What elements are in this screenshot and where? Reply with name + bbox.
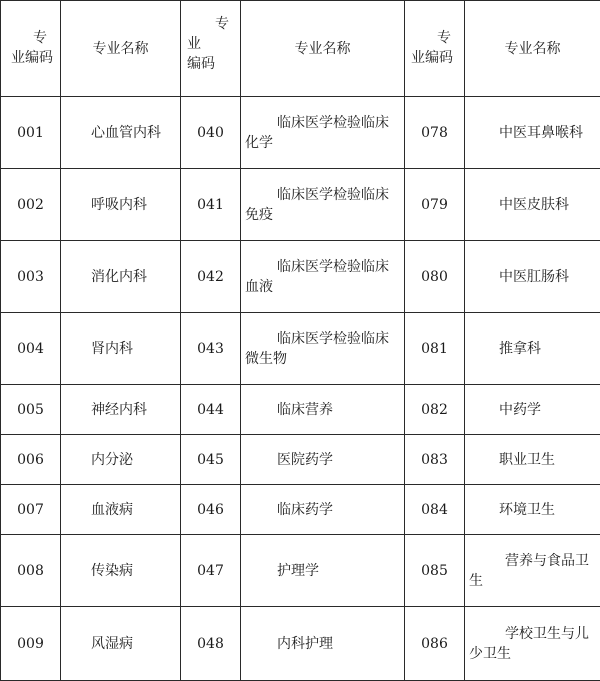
header-name-3: 专业名称 xyxy=(465,1,600,97)
name-cell: 临床医学检验临床化学 xyxy=(241,97,405,169)
name-cell: 肾内科 xyxy=(61,313,181,385)
code-cell: 008 xyxy=(1,535,61,607)
name-cell: 中医皮肤科 xyxy=(465,169,600,241)
code-cell: 048 xyxy=(181,607,241,681)
code-cell: 046 xyxy=(181,485,241,535)
name-cell: 传染病 xyxy=(61,535,181,607)
name-cell: 心血管内科 xyxy=(61,97,181,169)
name-cell: 中药学 xyxy=(465,385,600,435)
name-cell: 营养与食品卫生 xyxy=(465,535,600,607)
code-cell: 047 xyxy=(181,535,241,607)
code-cell: 086 xyxy=(405,607,465,681)
code-cell: 007 xyxy=(1,485,61,535)
code-cell: 045 xyxy=(181,435,241,485)
table-row xyxy=(1,169,600,241)
code-cell: 043 xyxy=(181,313,241,385)
code-cell: 081 xyxy=(405,313,465,385)
header-code-2: 专 业 编码 xyxy=(181,1,241,97)
table-row xyxy=(1,313,600,385)
header-name-2: 专业名称 xyxy=(241,1,405,97)
code-cell: 083 xyxy=(405,435,465,485)
name-cell: 临床营养 xyxy=(241,385,405,435)
code-cell: 078 xyxy=(405,97,465,169)
code-cell: 084 xyxy=(405,485,465,535)
code-cell: 041 xyxy=(181,169,241,241)
name-cell: 血液病 xyxy=(61,485,181,535)
name-cell: 内科护理 xyxy=(241,607,405,681)
name-cell: 内分泌 xyxy=(61,435,181,485)
name-cell: 临床医学检验临床免疫 xyxy=(241,169,405,241)
name-cell: 环境卫生 xyxy=(465,485,600,535)
code-cell: 040 xyxy=(181,97,241,169)
name-cell: 临床医学检验临床血液 xyxy=(241,241,405,313)
name-cell: 风湿病 xyxy=(61,607,181,681)
code-cell: 042 xyxy=(181,241,241,313)
table-row xyxy=(1,607,600,681)
name-cell: 呼吸内科 xyxy=(61,169,181,241)
name-cell: 神经内科 xyxy=(61,385,181,435)
name-cell: 护理学 xyxy=(241,535,405,607)
table-row xyxy=(1,535,600,607)
table-row xyxy=(1,97,600,169)
code-cell: 001 xyxy=(1,97,61,169)
code-cell: 006 xyxy=(1,435,61,485)
header-code-1: 专 业编码 xyxy=(1,1,61,97)
header-name-1: 专业名称 xyxy=(61,1,181,97)
code-cell: 003 xyxy=(1,241,61,313)
code-cell: 002 xyxy=(1,169,61,241)
header-code-3: 专 业编码 xyxy=(405,1,465,97)
code-cell: 080 xyxy=(405,241,465,313)
name-cell: 临床药学 xyxy=(241,485,405,535)
code-cell: 044 xyxy=(181,385,241,435)
code-cell: 009 xyxy=(1,607,61,681)
name-cell: 消化内科 xyxy=(61,241,181,313)
code-cell: 079 xyxy=(405,169,465,241)
name-cell: 医院药学 xyxy=(241,435,405,485)
name-cell: 中医肛肠科 xyxy=(465,241,600,313)
code-cell: 085 xyxy=(405,535,465,607)
name-cell: 职业卫生 xyxy=(465,435,600,485)
code-cell: 004 xyxy=(1,313,61,385)
name-cell: 推拿科 xyxy=(465,313,600,385)
name-cell: 临床医学检验临床微生物 xyxy=(241,313,405,385)
table-row xyxy=(1,435,600,485)
table-row xyxy=(1,241,600,313)
code-cell: 082 xyxy=(405,385,465,435)
name-cell: 中医耳鼻喉科 xyxy=(465,97,600,169)
table-header-row xyxy=(1,1,600,97)
code-cell: 005 xyxy=(1,385,61,435)
table-row xyxy=(1,385,600,435)
name-cell: 学校卫生与儿少卫生 xyxy=(465,607,600,681)
table-row xyxy=(1,485,600,535)
